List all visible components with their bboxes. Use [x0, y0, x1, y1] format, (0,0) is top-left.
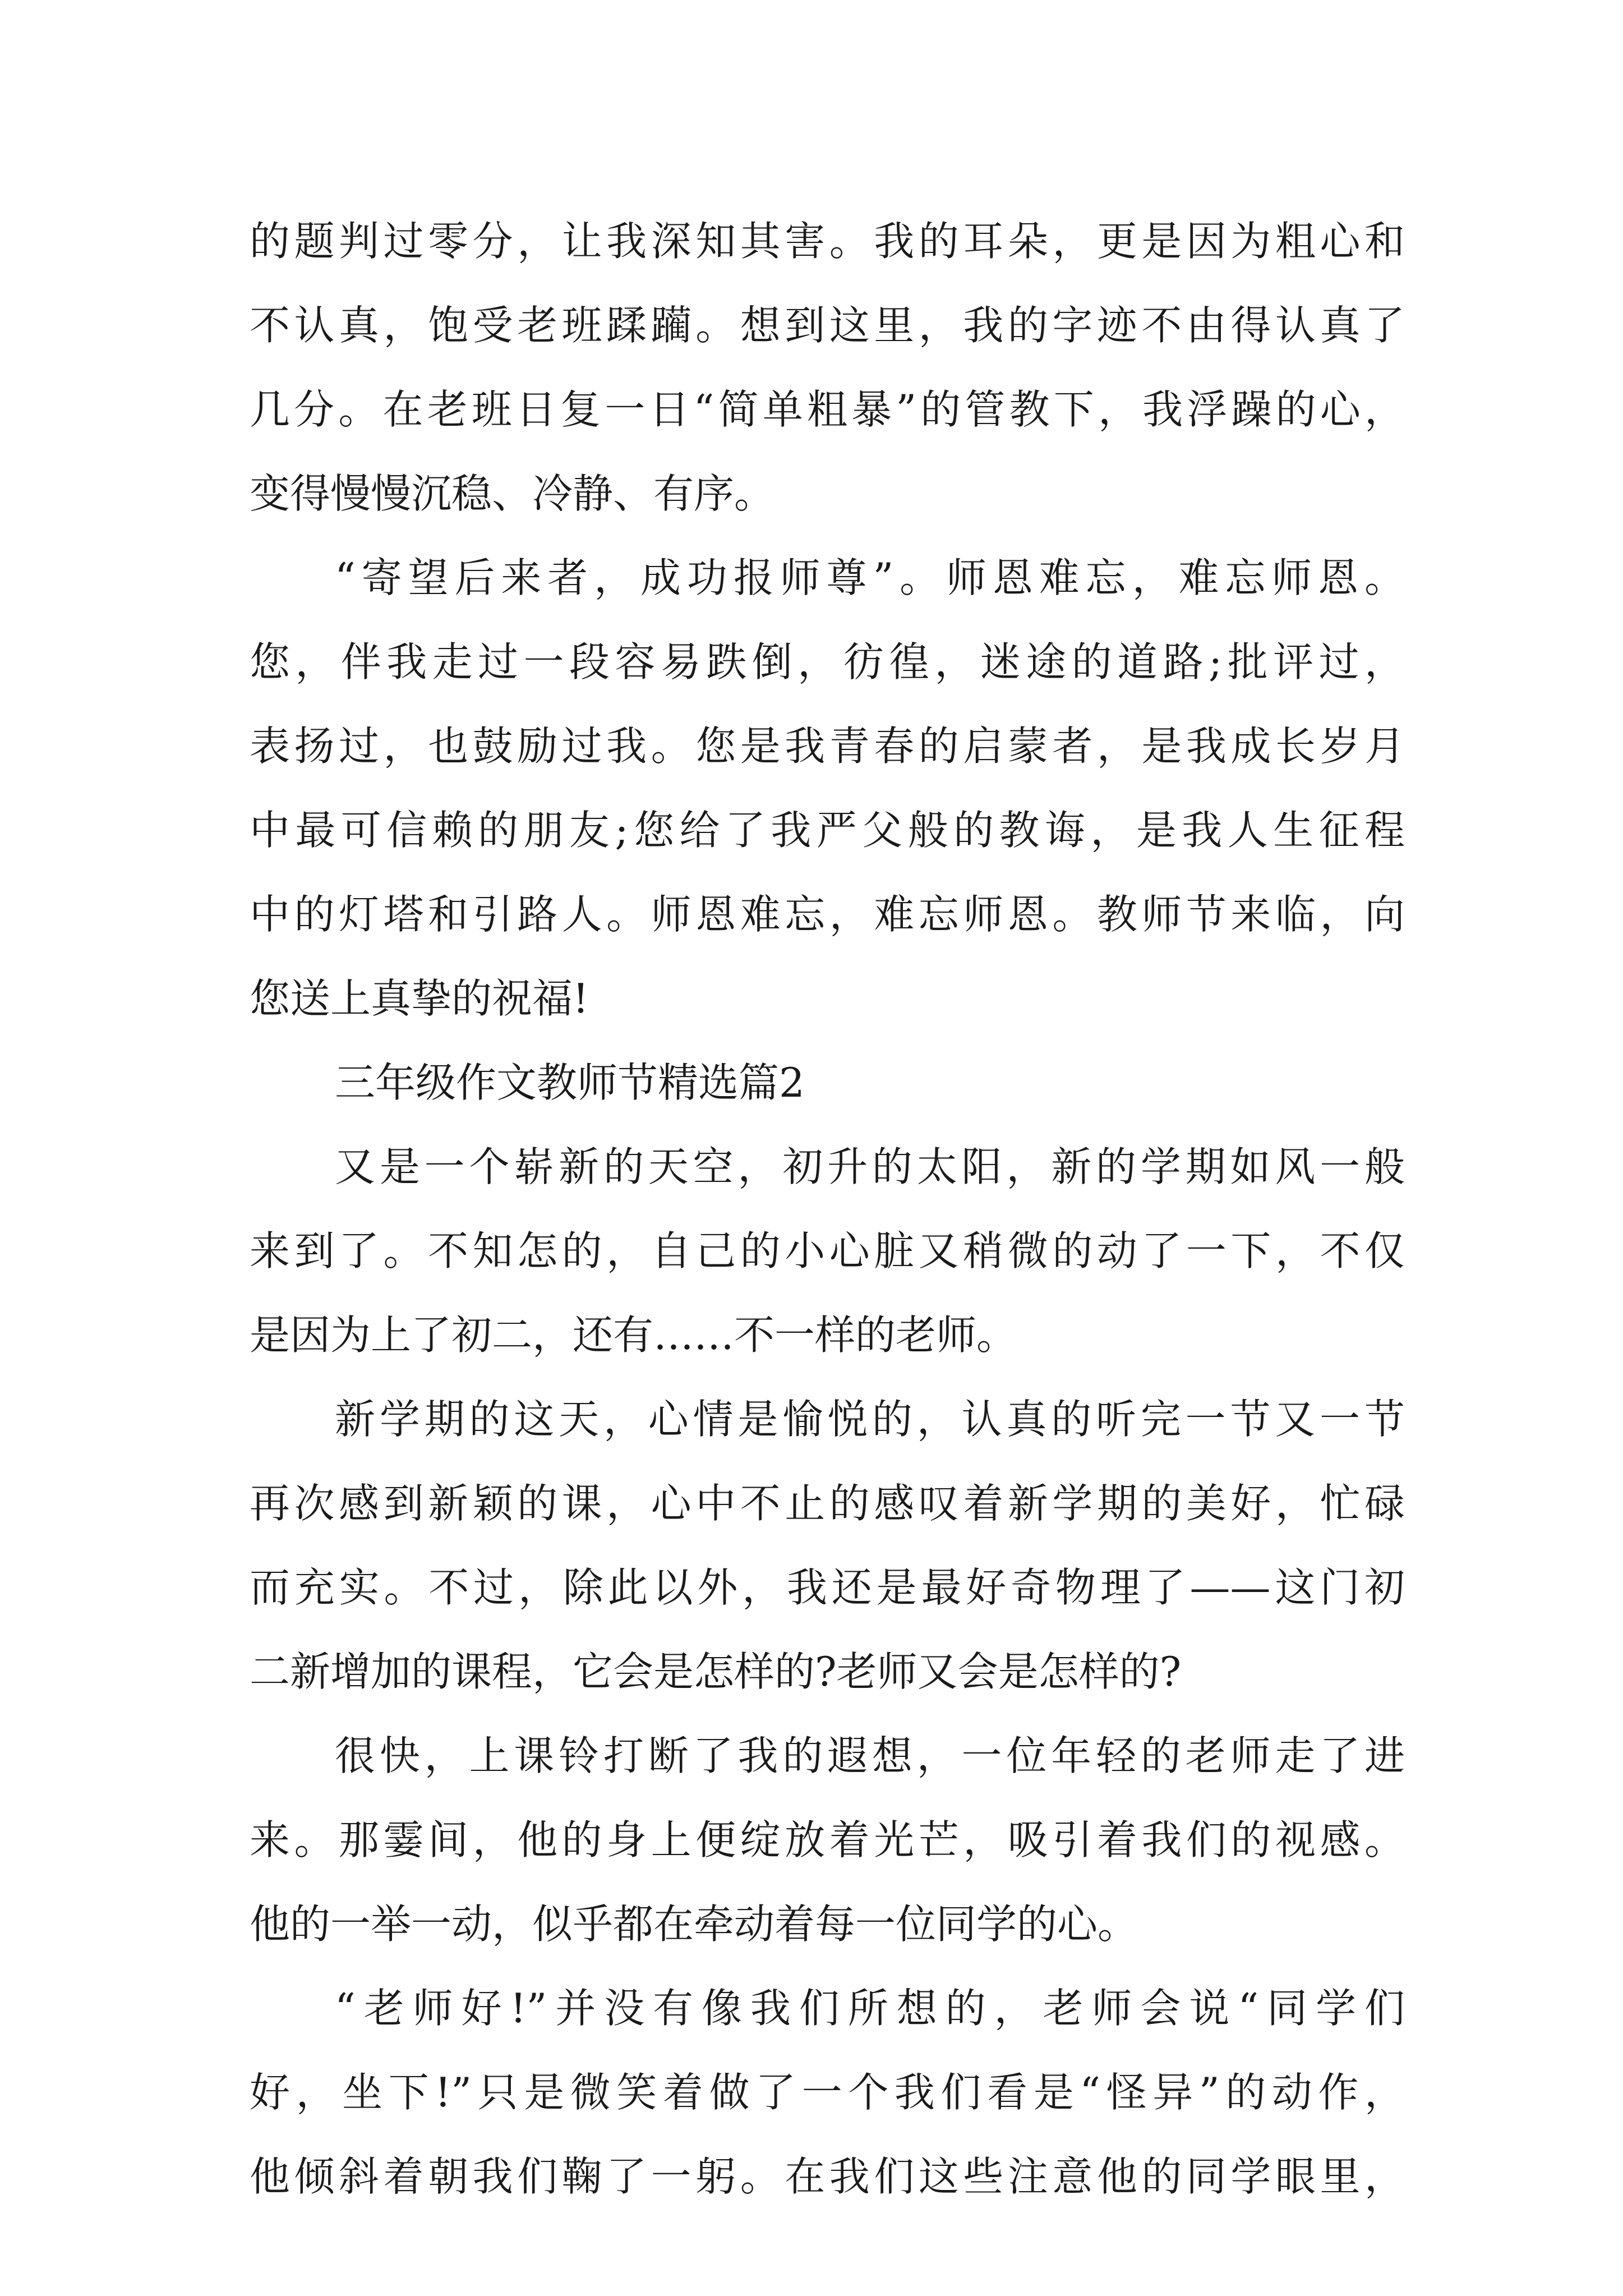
text-line: 您送上真挚的祝福! [250, 975, 589, 1022]
paragraph-6 [250, 1966, 1405, 2219]
text-line: 来到了。不知怎的，自己的小心脏又稍微的动了一下，不仅 [250, 1227, 1405, 1274]
text-line: 中最可信赖的朋友;您给了我严父般的教诲，是我人生征程 [250, 807, 1405, 854]
text-line: 表扬过，也鼓励过我。您是我青春的启蒙者，是我成长岁月 [250, 723, 1405, 770]
section-heading: 三年级作文教师节精选篇2 [335, 1059, 805, 1106]
text-line: 他的一举一动，似乎都在牵动着每一位同学的心。 [250, 1901, 1138, 1948]
text-line: 的题判过零分，让我深知其害。我的耳朵，更是因为粗心和 [250, 218, 1405, 265]
text-line: 再次感到新颖的课，心中不止的感叹着新学期的美好，忙碌 [250, 1480, 1405, 1527]
paragraph-4 [250, 1377, 1405, 1714]
document-body [250, 199, 1405, 2219]
paragraph-3 [250, 1125, 1405, 1377]
paragraph-2 [250, 536, 1405, 1041]
text-line: 而充实。不过，除此以外，我还是最好奇物理了——这门初 [250, 1564, 1405, 1611]
paragraph-1 [250, 199, 1405, 536]
text-line: 您，伴我走过一段容易跌倒，彷徨，迷途的道路;批评过， [250, 638, 1405, 685]
text-line: 是因为上了初二，还有……不一样的老师。 [250, 1312, 1017, 1359]
text-line: 很快，上课铃打断了我的遐想，一位年轻的老师走了进 [335, 1732, 1405, 1779]
text-line: 中的灯塔和引路人。师恩难忘，难忘师恩。教师节来临，向 [250, 891, 1405, 938]
text-line: 二新增加的课程，它会是怎样的?老师又会是怎样的? [250, 1648, 1182, 1695]
text-line: 好，坐下!”只是微笑着做了一个我们看是“怪异”的动作， [250, 2069, 1405, 2116]
paragraph-5 [250, 1714, 1405, 1966]
text-line: “老师好!”并没有像我们所想的，老师会说“同学们 [335, 1985, 1405, 2032]
text-line: “寄望后来者，成功报师尊”。师恩难忘，难忘师恩。 [335, 554, 1405, 601]
text-line: 变得慢慢沉稳、冷静、有序。 [250, 470, 775, 517]
text-line: 不认真，饱受老班蹂躏。想到这里，我的字迹不由得认真了 [250, 302, 1405, 349]
text-line: 他倾斜着朝我们鞠了一躬。在我们这些注意他的同学眼里， [250, 2153, 1405, 2200]
text-line: 新学期的这天，心情是愉悦的，认真的听完一节又一节 [335, 1396, 1405, 1443]
text-line: 来。那霎间，他的身上便绽放着光芒，吸引着我们的视感。 [250, 1816, 1405, 1864]
text-line: 几分。在老班日复一日“简单粗暴”的管教下，我浮躁的心， [250, 386, 1405, 433]
text-line: 又是一个崭新的天空，初升的太阳，新的学期如风一般 [335, 1143, 1405, 1190]
